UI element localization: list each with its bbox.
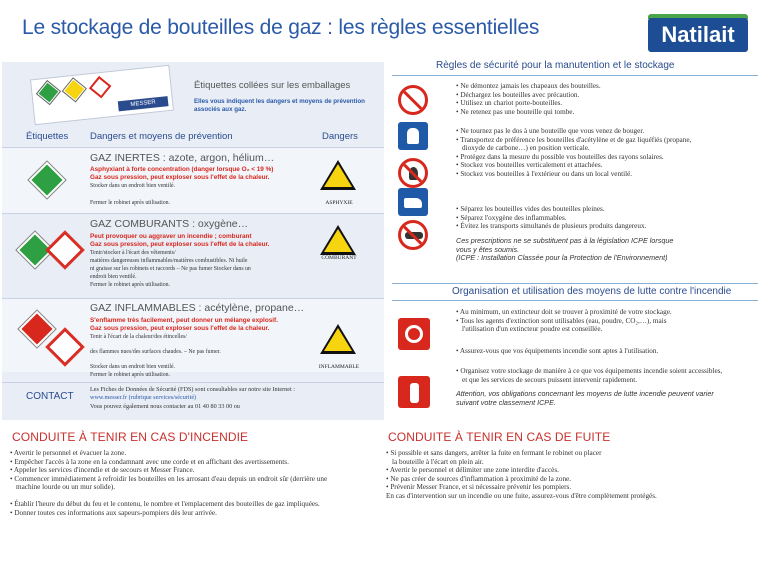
fire-conduct-item: • Avertir le personnel et évacuer la zone. — [10, 449, 127, 457]
leak-conduct-item: • Prévenir Messer France, et si nécessaire prévenir les pompiers. — [386, 483, 572, 492]
no-mixing-icon — [398, 220, 428, 250]
fire-means-group-3 — [456, 367, 722, 384]
leak-conduct-item: • Si possible et sans dangers, arrêter la fuite en fermant le robinet ou placer — [386, 449, 602, 457]
safety-shoes-icon — [398, 188, 428, 216]
fire-means-note: Attention, vos obligations concernant les moyens de lutte incendie peuvent varier suivant votre classement ICPE. — [456, 389, 714, 407]
page-title: Le stockage de bouteilles de gaz : les règles essentielles — [22, 16, 540, 39]
oxidizer-warning-icon — [320, 225, 356, 255]
fire-means-item: • Assurez-vous que vos équipements incendie sont aptes à l'utilisation. — [456, 347, 659, 355]
oxidizer-advice-4: endroit bien ventilé. — [90, 274, 137, 280]
fire-means-item: et que les services de secours puissent intervenir rapidement. — [462, 375, 638, 384]
fire-conduct-item: • Commencer immédiatement à refroidir les bouteilles en les arrosant d'eau depuis un endroit sûr (derrière une — [10, 474, 328, 483]
rule-item: • Utilisez un chariot porte-bouteilles. — [456, 99, 563, 108]
fire-conduct-item: machine lourde ou un mur solide). — [16, 483, 116, 492]
column-labels: Étiquettes — [26, 131, 69, 142]
fire-hose-icon — [398, 318, 430, 350]
flammable-label: INFLAMMABLE — [318, 364, 360, 370]
inert-gas-title: GAZ INERTES : azote, argon, hélium… — [90, 152, 275, 164]
oxidizer-label: COMBURANT — [321, 255, 357, 261]
oxidizer-hazard-1: Peut provoquer ou aggraver un incendie ; comburant — [90, 233, 252, 240]
fire-means-item: • Au minimum, un extincteur doit se trouver à proximité de votre stockage. — [456, 308, 672, 316]
rule-item: • Ne démontez jamais les chapeaux des bouteilles. — [456, 82, 601, 90]
rule-item: • Protégez dans la mesure du possible vos bouteilles des rayons solaires. — [456, 152, 664, 161]
safety-rules-title: Règles de sécurité pour la manutention et le stockage — [436, 60, 675, 71]
contact-line-1: Les Fiches de Données de Sécurité (FDS) sont consultables sur notre site Internet : — [90, 386, 296, 393]
leak-conduct-item: la bouteille à l'écart en plein air. — [392, 457, 484, 466]
rule-item: • Ne retenez pas une bouteille qui tombe. — [456, 107, 575, 116]
leak-conduct-list — [386, 449, 657, 501]
flammable-warning-icon — [320, 324, 356, 354]
leak-conduct-item: • Avertir le personnel et délimiter une zone interdite d'accès. — [386, 466, 559, 475]
fire-means-item: l'utilisation d'un extincteur poudre est conseillée. — [462, 325, 603, 334]
leak-conduct-item: • Ne pas créer de sources d'inflammation à proximité de la zone. — [386, 474, 572, 483]
labels-panel-title: Étiquettes collées sur les emballages — [194, 80, 351, 91]
fire-means-group-2 — [456, 347, 658, 356]
leak-conduct-title: CONDUITE À TENIR EN CAS DE FUITE — [388, 430, 611, 444]
contact-website-link[interactable]: www.messer.fr (rubrique services/sécurité) — [90, 394, 197, 401]
rule-item: • Déchargez les bouteilles avec précaution. — [456, 90, 580, 99]
leak-conduct-item: En cas d'intervention sur un incendie ou une fuite, assurez-vous d'être complètement protégés. — [386, 491, 657, 500]
sample-label-image — [30, 65, 174, 125]
fire-means-title: Organisation et utilisation des moyens de lutte contre l'incendie — [452, 286, 732, 297]
column-dangers: Dangers — [322, 131, 358, 142]
messer-brand: MESSER — [118, 96, 169, 111]
fire-conduct-spacer — [10, 492, 327, 500]
ghs-diamond-icon — [89, 76, 112, 99]
no-cap-removal-icon — [398, 85, 428, 115]
natilait-logo: Natilait — [648, 18, 748, 52]
flammable-gas-title: GAZ INFLAMMABLES : acétylène, propane… — [90, 302, 305, 314]
icpe-note: Ces prescriptions ne se substituent pas à la législation ICPE lorsque vous y êtes soumis. (ICPE : Installation Classée pour la Protection de l'Environnement) — [456, 236, 674, 263]
flammable-advice-3: Stocker dans un endroit bien ventilé. — [90, 364, 176, 370]
rule-item: • Stockez vos bouteilles verticalement et attachées. — [456, 161, 603, 170]
inert-gas-diamond-icon — [37, 81, 60, 104]
oxidizer-advice-2: matières dangereuses inflammables/matières combustibles. Ni huile — [90, 258, 248, 264]
oxidizer-icon — [47, 232, 84, 269]
no-fire-icon — [398, 158, 428, 188]
asphyxia-warning-icon — [320, 160, 356, 190]
fire-means-group-1 — [456, 308, 672, 334]
rule-item: • Ne tournez pas le dos à une bouteille que vous venez de bouger. — [456, 127, 645, 135]
contact-label: CONTACT — [26, 391, 74, 402]
rule-item: • Stockez vos bouteilles à l'extérieur ou dans un local ventilé. — [456, 169, 633, 178]
rule-item: • Séparez l'oxygène des inflammables. — [456, 213, 567, 222]
fire-extinguisher-icon — [398, 376, 430, 408]
oxidizer-diamond-icon — [63, 79, 86, 102]
oxidizer-advice-3: ni graisse sur les robinets et raccords – Ne pas fumer Stocker dans un — [90, 266, 251, 272]
safety-rules-group-1 — [456, 82, 601, 116]
rule-item: • Évitez les transports simultanés de plusieurs produits dangereux. — [456, 222, 647, 231]
flammable-hazard-2: Gaz sous pression, peut exploser sous l'effet de la chaleur. — [90, 325, 270, 332]
contact-line-3: Vous pouvez également nous contacter au 01 40 80 33 00 ou — [90, 403, 240, 410]
fire-conduct-item: • Donner toutes ces informations aux sapeurs-pompiers dès leur arrivée. — [10, 508, 217, 517]
fire-conduct-title: CONDUITE À TENIR EN CAS D'INCENDIE — [12, 430, 249, 444]
oxidizer-gas-title: GAZ COMBURANTS : oxygène… — [90, 218, 249, 230]
rule-item: • Transportez de préférence les bouteilles d'acétylène et de gaz liquéfiés (propane, — [456, 135, 692, 144]
fire-means-item: • Organisez votre stockage de manière à ce que vos équipements incendie soient accessibles, — [456, 367, 723, 375]
flammable-advice-2: des flammes nues/des surfaces chaudes. – Ne pas fumer. — [90, 349, 221, 355]
inert-gas-advice-1: Stocker dans un endroit bien ventilé. — [90, 183, 176, 189]
flammable-advice-4: Fermer le robinet après utilisation. — [90, 372, 171, 378]
oxidizer-hazard-2: Gaz sous pression, peut exploser sous l'effet de la chaleur. — [90, 241, 270, 248]
gloves-icon — [398, 122, 428, 150]
flammable-advice-1: Tenir à l'écart de la chaleur/des étincelles/ — [90, 334, 187, 340]
fire-conduct-item: • Appeler les services d'incendie et de secours et Messer France. — [10, 466, 195, 475]
labels-panel — [2, 62, 384, 420]
fire-means-item: • Tous les agents d'extinction sont utilisables (eau, poudre, CO₂,…), mais — [456, 316, 667, 325]
safety-rules-group-2 — [456, 127, 691, 179]
inert-gas-hazard-2: Gaz sous pression, peut exploser sous l'effet de la chaleur. — [90, 174, 270, 181]
rule-item: • Séparez les bouteilles vides des bouteilles pleines. — [456, 205, 605, 213]
oxidizer-advice-1: Tenir/stocker à l'écart des vêtements/ — [90, 250, 176, 256]
flammable-hazard-1: S'enflamme très facilement, peut donner un mélange explosif. — [90, 317, 278, 324]
rule-item: dioxyde de carbone…) en position verticale. — [462, 144, 590, 153]
fire-conduct-item: • Établir l'heure du début du feu et le contenu, le nombre et l'emplacement des bouteilles de gaz impliquées. — [10, 499, 320, 508]
oxidizer-advice-5: Fermer le robinet après utilisation. — [90, 282, 171, 288]
asphyxia-label: ASPHYXIE — [325, 200, 353, 206]
fire-conduct-list — [10, 449, 327, 517]
labels-panel-subtitle: Elles vous indiquent les dangers et moyens de prévention associés aux gaz. — [194, 98, 365, 113]
inert-gas-advice-2: Fermer le robinet après utilisation. — [90, 200, 171, 206]
safety-rules-group-3 — [456, 205, 646, 231]
column-prevention: Dangers et moyens de prévention — [90, 131, 233, 142]
fire-conduct-item: • Empêcher l'accès à la zone en la condamnant avec une corde et en affichant des avertissements. — [10, 457, 289, 466]
inert-gas-hazard-1: Asphyxiant à forte concentration (danger lorsque O₂ < 19 %) — [90, 166, 274, 173]
